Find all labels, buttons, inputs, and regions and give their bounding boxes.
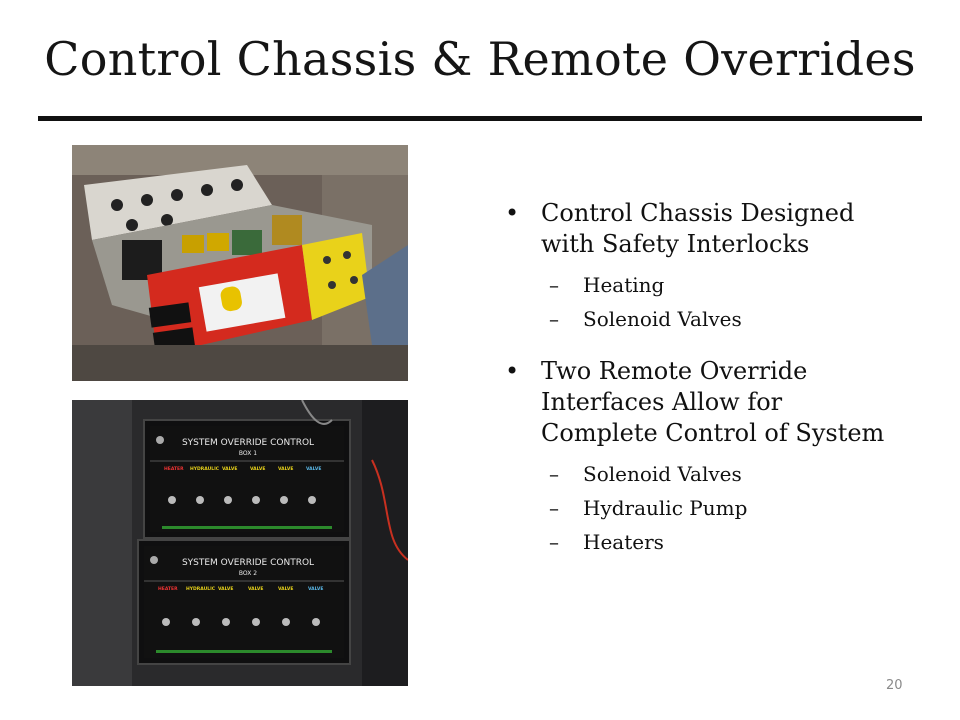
sub-bullet-solenoid-valves: – Solenoid Valves: [549, 307, 742, 331]
svg-text:VALVE: VALVE: [250, 467, 266, 472]
sub-bullet-solenoid-valves-2: – Solenoid Valves: [549, 462, 742, 486]
sub-bullet-heaters: – Heaters: [549, 530, 664, 554]
sub-bullet-heating: – Heating: [549, 273, 665, 297]
box2-label: BOX 2: [238, 570, 258, 577]
svg-text:VALVE: VALVE: [278, 587, 294, 592]
svg-text:HYDRAULIC: HYDRAULIC: [186, 587, 216, 592]
svg-text:HEATER: HEATER: [158, 587, 178, 592]
control-chassis-photo: [72, 145, 408, 381]
svg-text:VALVE: VALVE: [222, 467, 238, 472]
box1-label: BOX 1: [238, 450, 258, 457]
svg-text:HYDRAULIC: HYDRAULIC: [190, 467, 220, 472]
bullet-control-chassis: • Control Chassis Designed with Safety Interlocks: [505, 198, 905, 260]
remote-override-photo: [72, 400, 408, 686]
title-underline: [38, 116, 922, 121]
box1-title: SYSTEM OVERRIDE CONTROL: [181, 438, 315, 448]
box2-title: SYSTEM OVERRIDE CONTROL: [181, 558, 315, 568]
slide-title: Control Chassis & Remote Overrides: [44, 32, 916, 86]
svg-text:VALVE: VALVE: [308, 587, 324, 592]
svg-text:VALVE: VALVE: [306, 467, 322, 472]
svg-text:VALVE: VALVE: [218, 587, 234, 592]
sub-bullet-hydraulic-pump: – Hydraulic Pump: [549, 496, 748, 520]
svg-text:HEATER: HEATER: [164, 467, 184, 472]
svg-text:VALVE: VALVE: [248, 587, 264, 592]
bullet-remote-override: • Two Remote Override Interfaces Allow for Complete Control of System: [505, 356, 905, 449]
svg-text:VALVE: VALVE: [278, 467, 294, 472]
bullet-list: [505, 198, 905, 559]
page-number: 20: [886, 678, 903, 693]
